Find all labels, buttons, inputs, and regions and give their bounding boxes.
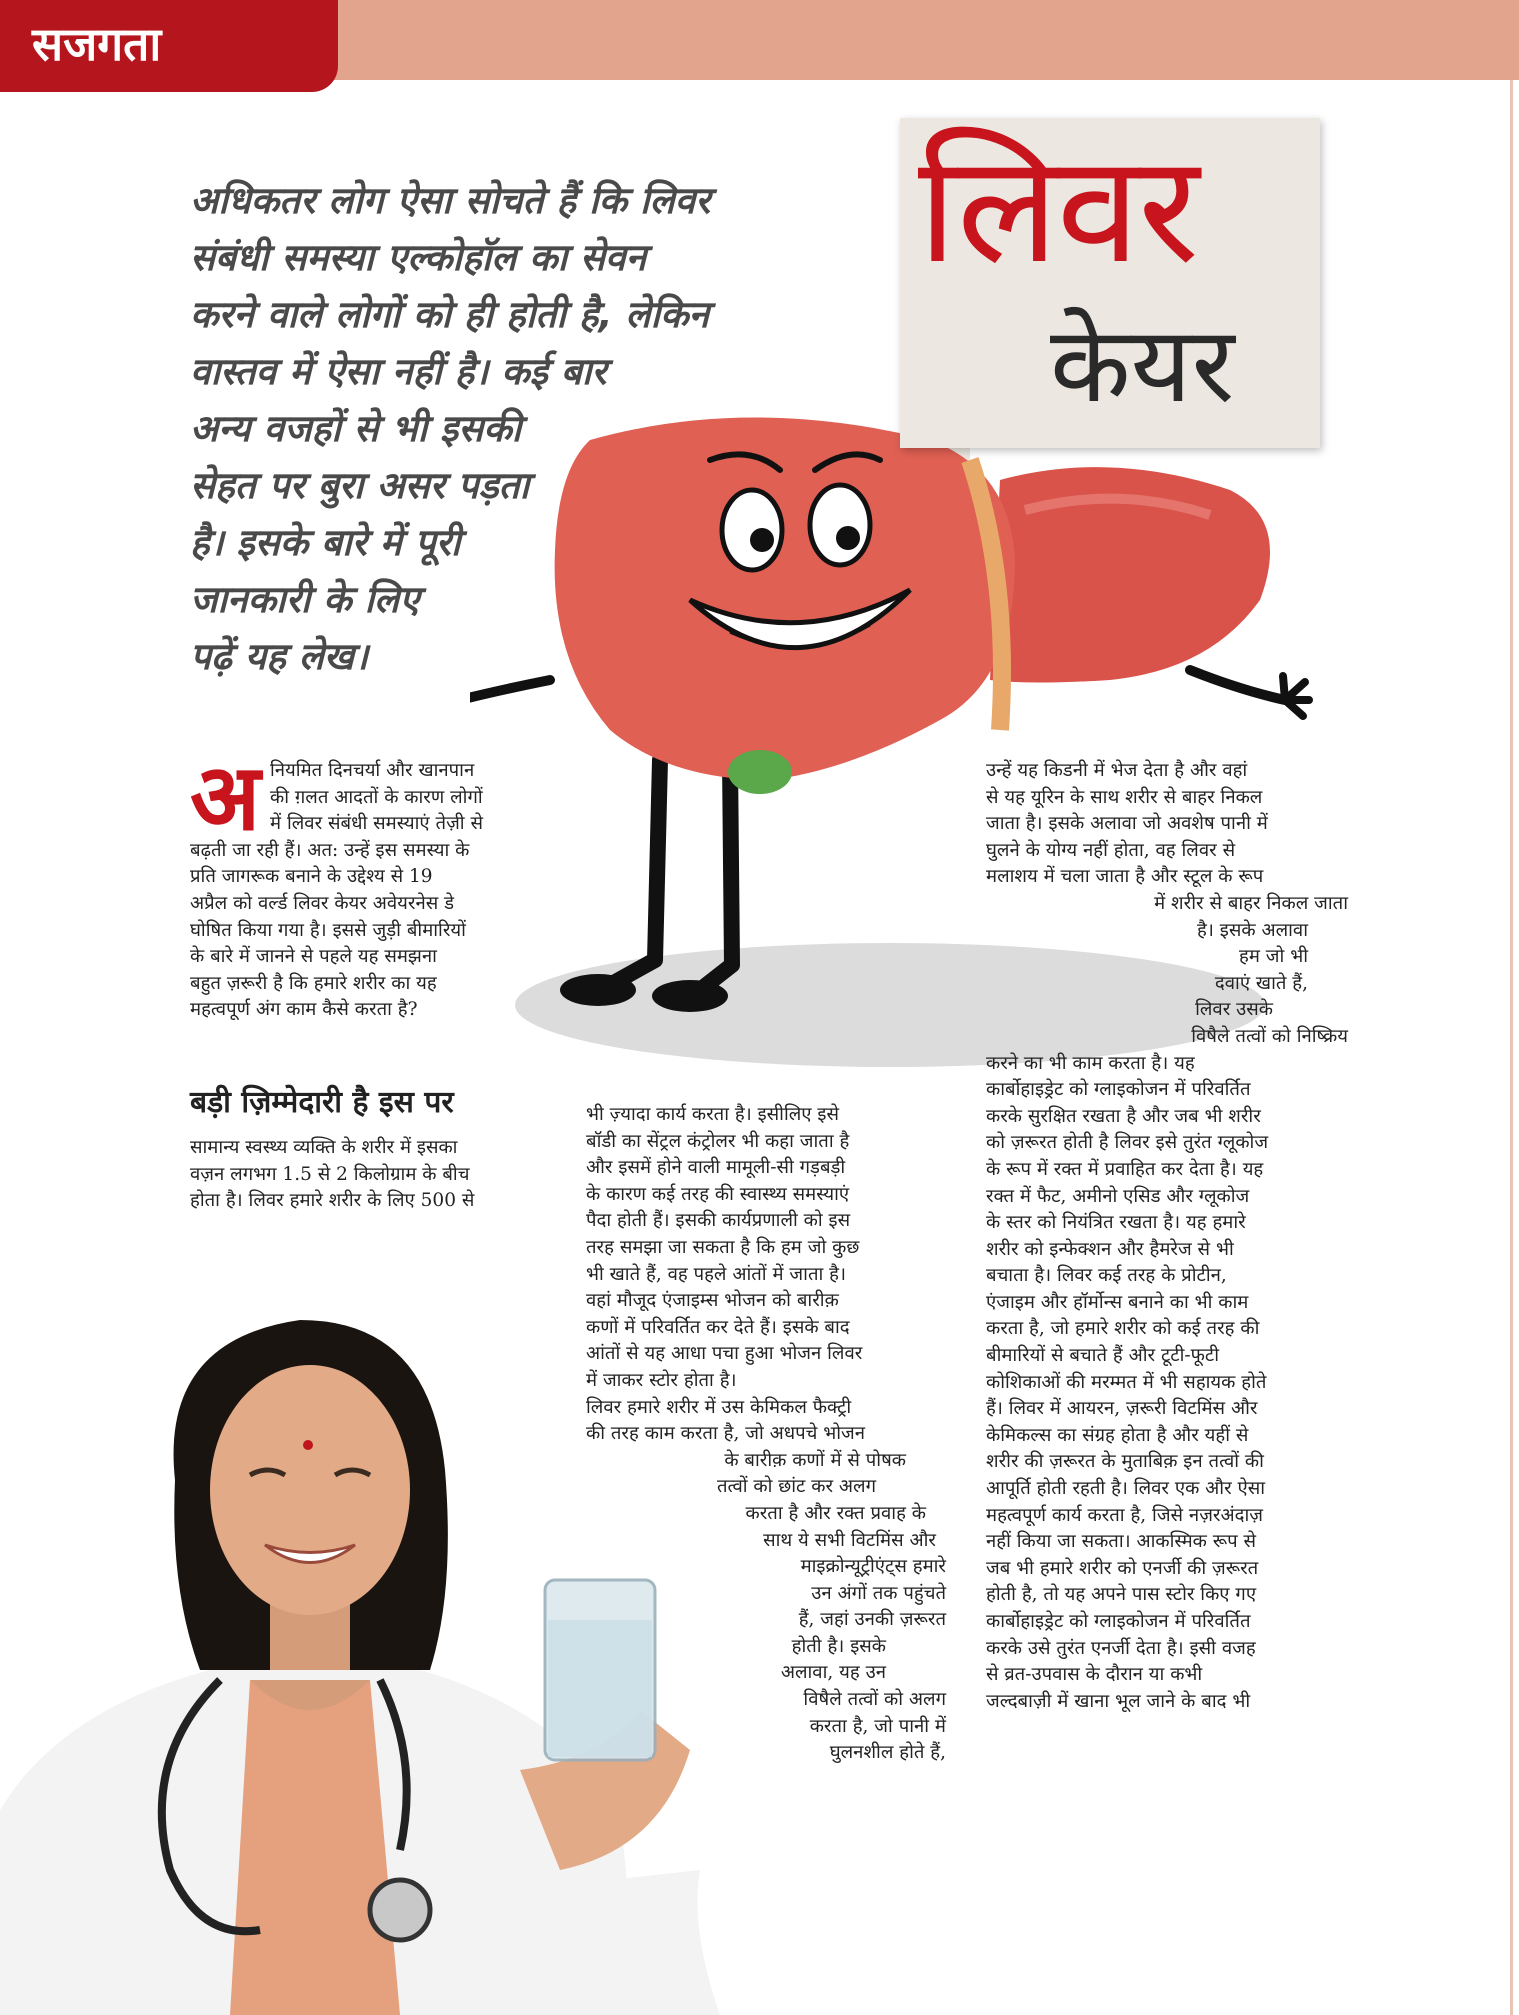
body-line: बहुत ज़रूरी है कि हमारे शरीर का यह bbox=[190, 972, 437, 994]
body-line: महत्वपूर्ण कार्य करता है, जिसे नज़रअंदाज़ bbox=[986, 1504, 1263, 1526]
left-arm bbox=[470, 680, 550, 700]
body-line: शरीर की ज़रूरत के मुताबिक़ इन तत्वों की bbox=[986, 1451, 1264, 1473]
body-line: में लिवर संबंधी समस्याएं तेज़ी से bbox=[270, 813, 483, 835]
body-line: को ज़रूरत होती है लिवर इसे तुरंत ग्लूकोज bbox=[986, 1132, 1269, 1154]
body-line: से यह यूरिन के साथ शरीर से बाहर निकल bbox=[986, 786, 1263, 808]
body-line: में जाकर स्टोर होता है। bbox=[586, 1369, 737, 1391]
body-line: करता है, जो हमारे शरीर को कई तरह की bbox=[986, 1318, 1260, 1340]
body-line: साथ ये सभी विटमिंस और bbox=[763, 1529, 936, 1551]
body-column-2 bbox=[586, 1102, 946, 1767]
body-line: पैदा होती हैं। इसकी कार्यप्रणाली को इस bbox=[586, 1210, 851, 1232]
body-line: तत्वों को छांट कर अलग bbox=[717, 1476, 876, 1498]
body-line: के कारण कई तरह की स्वास्थ्य समस्याएं bbox=[586, 1183, 850, 1205]
body-line: के बारे में जानने से पहले यह समझना bbox=[190, 946, 437, 968]
body-line: करता है और रक्त प्रवाह के bbox=[745, 1502, 926, 1524]
body-line: बीमारियों से बचाते हैं और टूटी-फूटी bbox=[986, 1345, 1220, 1367]
body-line: केमिकल्स का संग्रह होता है और यहीं से bbox=[986, 1424, 1249, 1446]
body-line: के बारीक़ कणों में से पोषक bbox=[724, 1449, 906, 1471]
body-line: लिवर हमारे शरीर में उस केमिकल फैक्ट्री bbox=[586, 1396, 852, 1418]
body-line: वहां मौजूद एंजाइम्स भोजन को बारीक़ bbox=[586, 1290, 839, 1312]
body-line: प्रति जागरूक बनाने के उद्देश्य से 19 bbox=[190, 866, 433, 888]
subheading: बड़ी ज़िम्मेदारी है इस पर bbox=[190, 1085, 454, 1120]
body-line: है। इसके अलावा bbox=[1197, 919, 1308, 941]
body-line: कार्बोहाइड्रेट को ग्लाइकोजन में परिवर्तित bbox=[986, 1611, 1251, 1632]
intro-line: संबंधी समस्या एल्कोहॉल का सेवन bbox=[190, 236, 647, 279]
body-line: से व्रत-उपवास के दौरान या कभी bbox=[986, 1664, 1203, 1686]
body-line: हैं, जहां उनकी ज़रूरत bbox=[798, 1609, 946, 1631]
body-line: बचाता है। लिवर कई तरह के प्रोटीन, bbox=[986, 1265, 1227, 1287]
body-line: मलाशय में चला जाता है और स्टूल के रूप bbox=[986, 866, 1264, 888]
body-line: होता है। लिवर हमारे शरीर के लिए 500 से bbox=[190, 1190, 475, 1212]
intro-line: जानकारी के लिए bbox=[190, 578, 420, 621]
body-line: करता है, जो पानी में bbox=[809, 1715, 946, 1737]
body-line: में शरीर से बाहर निकल जाता bbox=[1154, 892, 1348, 914]
body-line: होती है, तो यह अपने पास स्टोर किए गए bbox=[986, 1584, 1257, 1606]
body-column-3 bbox=[986, 758, 1348, 1715]
body-line: भी खाते हैं, वह पहले आंतों में जाता है। bbox=[586, 1263, 846, 1285]
body-line: लिवर उसके bbox=[1195, 999, 1273, 1021]
page-edge-rule bbox=[1510, 80, 1513, 2015]
body-line: के रूप में रक्त में प्रवाहित कर देता है। यह bbox=[986, 1158, 1264, 1180]
body-line: उन्हें यह किडनी में भेज देता है और वहां bbox=[986, 760, 1248, 781]
body-line: सामान्य स्वस्थ्य व्यक्ति के शरीर में इसका bbox=[190, 1137, 458, 1158]
dropcap: अ bbox=[190, 744, 261, 851]
body-line: करने का भी काम करता है। यह bbox=[986, 1052, 1195, 1074]
body-line: की तरह काम करता है, जो अधपचे भोजन bbox=[586, 1423, 866, 1445]
body-line: और इसमें होने वाली मामूली-सी गड़बड़ी bbox=[586, 1157, 846, 1179]
title-line-1: लिवर bbox=[918, 123, 1198, 297]
intro-line: वास्तव में ऐसा नहीं है। कई बार bbox=[190, 350, 607, 393]
body-line: शरीर को इन्फेक्शन और हैमरेज से भी bbox=[986, 1238, 1234, 1260]
body-line: माइक्रोन्यूट्रीएंट्स हमारे bbox=[800, 1556, 946, 1578]
right-arm bbox=[1190, 670, 1285, 700]
body-line: अलावा, यह उन bbox=[780, 1662, 886, 1684]
body-line: महत्वपूर्ण अंग काम कैसे करता है? bbox=[190, 999, 418, 1021]
body-line: विषैले तत्वों को अलग bbox=[803, 1689, 946, 1711]
intro-line: है। इसके बारे में पूरी bbox=[190, 521, 461, 564]
body-line: तरह समझा जा सकता है कि हम जो कुछ bbox=[586, 1236, 860, 1258]
intro-line: अधिकतर लोग ऐसा सोचते हैं कि लिवर bbox=[190, 179, 711, 222]
body-line: जल्दबाज़ी में खाना भूल जाने के बाद भी bbox=[986, 1690, 1251, 1712]
saree bbox=[230, 1680, 400, 2015]
section-tab bbox=[0, 0, 338, 92]
body-line: हम जो भी bbox=[1239, 946, 1308, 968]
intro-line: सेहत पर बुरा असर पड़ता bbox=[190, 464, 530, 507]
body-line: करके उसे तुरंत एनर्जी देता है। इसी वजह bbox=[986, 1637, 1256, 1659]
body-line: बॉडी का सेंट्रल कंट्रोलर भी कहा जाता है bbox=[586, 1130, 850, 1152]
gallbladder bbox=[728, 750, 792, 794]
body-line: करके सुरक्षित रखता है और जब भी शरीर bbox=[986, 1105, 1261, 1127]
body-line: वज़न लगभग 1.5 से 2 किलोग्राम के बीच bbox=[190, 1163, 470, 1185]
title-line-2: केयर bbox=[1050, 304, 1235, 426]
body-line: कार्बोहाइड्रेट को ग्लाइकोजन में परिवर्तित bbox=[986, 1079, 1251, 1101]
body-line: बढ़ती जा रही हैं। अत: उन्हें इस समस्या के bbox=[190, 839, 470, 861]
body-line: होती है। इसके bbox=[791, 1635, 886, 1657]
body-line: घुलने के योग्य नहीं होता, वह लिवर से bbox=[986, 839, 1236, 861]
left-leg bbox=[610, 760, 660, 985]
body-line: नियमित दिनचर्या और खानपान bbox=[270, 760, 475, 781]
body-column-1 bbox=[190, 758, 550, 1024]
section-label: सजगता bbox=[32, 17, 162, 71]
liver-main-lobe bbox=[555, 418, 1015, 781]
body-line: घोषित किया गया है। इससे जुड़ी बीमारियों bbox=[190, 919, 466, 941]
face bbox=[210, 1365, 410, 1615]
body-line: जब भी हमारे शरीर को एनर्जी की ज़रूरत bbox=[986, 1557, 1259, 1579]
body-line: घुलनशील होते हैं, bbox=[829, 1742, 946, 1764]
body-line: की ग़लत आदतों के कारण लोगों bbox=[270, 786, 483, 808]
right-hand bbox=[1283, 676, 1309, 716]
intro-line: करने वाले लोगों को ही होती है, लेकिन bbox=[190, 293, 710, 336]
intro-line: पढ़ें यह लेख। bbox=[190, 635, 369, 678]
body-column-1b bbox=[190, 1135, 550, 1215]
body-line: कोशिकाओं की मरम्मत में भी सहायक होते bbox=[986, 1371, 1267, 1393]
body-line: के स्तर को नियंत्रित रखता है। यह हमारे bbox=[986, 1212, 1246, 1234]
body-line: एंजाइम और हॉर्मोन्स बनाने का भी काम bbox=[986, 1291, 1249, 1313]
body-line: नहीं किया जा सकता। आकस्मिक रूप से bbox=[986, 1531, 1257, 1553]
body-line: दवाएं खाते हैं, bbox=[1214, 972, 1308, 994]
body-line: विषैले तत्वों को निष्क्रिय bbox=[1191, 1025, 1348, 1047]
body-line: आपूर्ति होती रहती है। लिवर एक और ऐसा bbox=[986, 1478, 1266, 1500]
body-line: हैं। लिवर में आयरन, ज़रूरी विटमिंस और bbox=[986, 1398, 1258, 1420]
body-line: जाता है। इसके अलावा जो अवशेष पानी में bbox=[986, 813, 1268, 835]
body-line: भी ज़्यादा कार्य करता है। इसीलिए इसे bbox=[586, 1104, 840, 1125]
body-line: अप्रैल को वर्ल्ड लिवर केयर अवेयरनेस डे bbox=[190, 892, 455, 914]
intro-line: अन्य वजहों से भी इसकी bbox=[190, 407, 522, 450]
body-line: कणों में परिवर्तित कर देते हैं। इसके बाद bbox=[586, 1316, 850, 1338]
body-line: आंतों से यह आधा पचा हुआ भोजन लिवर bbox=[586, 1343, 863, 1365]
body-line: उन अंगों तक पहुंचते bbox=[811, 1582, 946, 1604]
body-line: रक्त में फैट, अमीनो एसिड और ग्लूकोज bbox=[986, 1185, 1250, 1207]
